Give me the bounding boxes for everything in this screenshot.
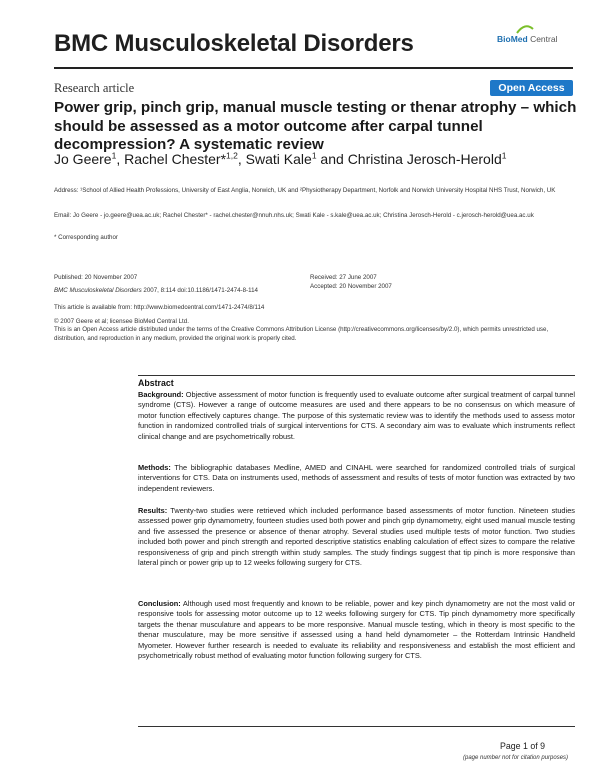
biomed-central-logo[interactable] (497, 34, 571, 50)
background-label: Background: (138, 390, 184, 399)
author-list (54, 151, 584, 168)
article-url[interactable]: This article is available from: http://www.biomedcentral.com/1471-2474/8/114 (54, 304, 265, 311)
author-separator: , (116, 151, 125, 167)
abstract-results (138, 506, 575, 568)
author-separator: and (316, 151, 348, 167)
author-emails[interactable]: Email: Jo Geere - jo.geere@uea.ac.uk; Rachel Chester* - rachel.chester@nnuh.nhs.uk; Swati Kale - s.kale@uea.ac.uk; Christina Jerosch-Herold - c.jerosch-herold@uea.ac.uk (54, 212, 534, 219)
accepted-date: Accepted: 20 November 2007 (310, 283, 392, 290)
author-affiliation: 1 (111, 150, 117, 161)
conclusion-label: Conclusion: (138, 599, 181, 608)
citation-journal: BMC Musculoskeletal Disorders (54, 287, 142, 294)
abstract-methods (138, 463, 575, 494)
methods-text: The bibliographic databases Medline, AMED and CINAHL were searched for randomized controlled trials of surgical interventions for CTS. Data on instruments used, methods of assessment and results of tests of motor function was extracted by two independent reviewers. (138, 463, 575, 493)
author-name: Christina Jerosch-Herold (347, 151, 502, 167)
abstract-conclusion (138, 599, 575, 661)
license-text: This is an Open Access article distributed under the terms of the Creative Commons Attribution License (http://creativecommons.org/licenses/by/2.0), which permits unrestricted use, distribution, and reproduction in any medium, provided the original work is properly cited. (54, 326, 549, 343)
logo-bio-text: Bio (497, 34, 511, 44)
article-type: Research article (54, 81, 135, 95)
author-name: Swati Kale (245, 151, 312, 167)
affiliation-address: Address: ¹School of Allied Health Professions, University of East Anglia, Norwich, UK and ²Physiotherapy Department, Norfolk and Norwich University Hospital NHS Trust, Norwich, UK (54, 187, 556, 194)
author-separator: , (237, 151, 246, 167)
citation-line (54, 286, 334, 295)
author-name: Rachel Chester* (124, 151, 227, 167)
author-affiliation: 1,2 (226, 150, 238, 161)
results-text: Twenty-two studies were retrieved which included performance based assessments of motor function. Nineteen studies assessed power grip dynamometry, fourteen studies used both power and pinch grip dynamometry, eight used manual muscle testing and five assessed the presence or absence of thenar atrophy. Several studies used multiple tests of motor function. Two studies included both power and pinch strength and reported descriptive statistics enabling calculation of effect sizes to compare the relative responsiveness of grip and pinch strength within study samples. The study findings suggest that tip pinch is more responsive than lateral pinch or power grip up to 12 weeks following surgery for CTS. (138, 506, 575, 568)
author-affiliation: 1 (311, 150, 317, 161)
published-date: Published: 20 November 2007 (54, 274, 138, 281)
header-divider (54, 67, 573, 69)
abstract-background (138, 390, 575, 442)
page-number-note: (page number not for citation purposes) (463, 755, 569, 761)
open-access-badge: Open Access (490, 80, 573, 96)
citation-doi: 2007, 8:114 doi:10.1186/1471-2474-8-114 (141, 287, 258, 294)
logo-med-text: Med (510, 34, 528, 44)
abstract-heading: Abstract (138, 378, 174, 388)
background-text: Objective assessment of motor function is frequently used to evaluate outcome after surgical treatment of carpal tunnel syndrome (CTS). However a range of outcome measures are used and there appears to be no consensus on which measure of motor function effectively captures change. The purpose of this systematic review was to identify the methods used to assess motor function in randomized controlled trials of surgical interventions for CTS. A secondary aim was to evaluate which instruments reflect clinical change and are psychometrically robust. (138, 390, 575, 441)
author-name: Jo Geere (54, 151, 112, 167)
journal-title: BMC Musculoskeletal Disorders (54, 30, 414, 57)
author-affiliation: 1 (501, 150, 507, 161)
logo-central-text: Central (527, 34, 558, 44)
methods-label: Methods: (138, 463, 171, 472)
conclusion-text: Although used most frequently and known to be reliable, power and key pinch dynamometry are not the most valid or responsive tools for assessing motor outcome up to 12 weeks following surgery for CTS. Tip pinch dynamometry more specifically targets the thenar musculature and appears to be more responsive. Manual muscle testing, which in theory is most specific to the thenar musculature, may be more sensitive if assessed using a hand held dynamometer – the Rotterdam Intrinsic Handheld Myometer. However further research is needed to evaluate its reliability and responsiveness and establish the most efficient and psychometrically robust method of evaluating motor function following surgery for CTS. (138, 599, 575, 661)
article-title: Power grip, pinch grip, manual muscle testing or thenar atrophy – which should be assessed as a motor outcome after carpal tunnel decompression? A systematic review (54, 99, 577, 153)
corresponding-author-note: * Corresponding author (54, 234, 118, 241)
results-label: Results: (138, 506, 168, 515)
copyright-notice: © 2007 Geere et al; licensee BioMed Central Ltd. (54, 318, 189, 325)
logo-swoosh-icon (516, 24, 534, 34)
received-date: Received: 27 June 2007 (310, 274, 377, 281)
page-number: Page 1 of 9 (500, 741, 545, 751)
